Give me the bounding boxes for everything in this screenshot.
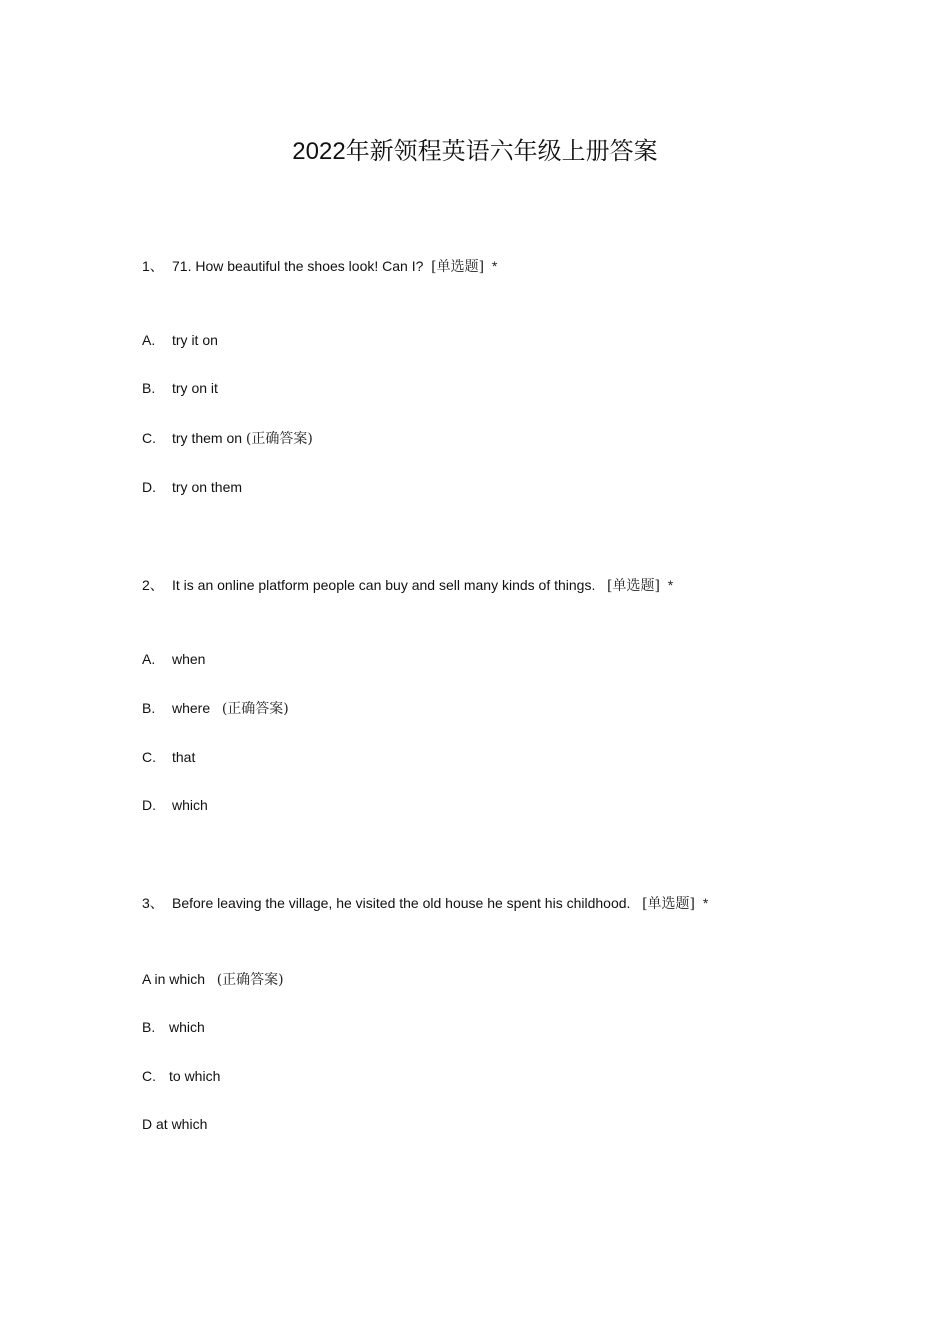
- option-text: which: [172, 797, 208, 813]
- option-3d: [142, 1114, 207, 1134]
- correct-answer-note: (正确答案): [221, 701, 289, 717]
- option-text: that: [172, 749, 196, 765]
- option-letter: C.: [142, 1068, 156, 1084]
- option-letter: D.: [142, 479, 156, 495]
- question-text: 71. How beautiful the shoes look! Can I?: [172, 258, 424, 274]
- option-letter: C.: [142, 749, 156, 765]
- option-2b: [142, 698, 289, 719]
- question-text: It is an online platform people can buy and sell many kinds of things.: [172, 577, 596, 593]
- question-number: 2、: [142, 577, 164, 593]
- option-3a: [142, 969, 284, 990]
- option-text: to which: [169, 1068, 221, 1084]
- required-mark: *: [667, 577, 674, 593]
- option-letter: B.: [142, 700, 156, 716]
- question-1: [142, 256, 497, 277]
- option-1b: [142, 378, 218, 398]
- option-1d: [142, 477, 242, 497]
- required-mark: *: [702, 895, 709, 911]
- question-number: 3、: [142, 895, 164, 911]
- option-3b: [142, 1017, 205, 1037]
- option-letter: B.: [142, 380, 156, 396]
- option-text: try it on: [172, 332, 218, 348]
- document-title: 2022年新领程英语六年级上册答案: [292, 138, 658, 165]
- option-text: try them on: [172, 430, 243, 446]
- option-letter: B.: [142, 1019, 156, 1035]
- question-2: [142, 575, 673, 596]
- question-number: 1、: [142, 258, 164, 274]
- question-type-tag: [单选题]: [607, 578, 660, 594]
- option-text: try on it: [172, 380, 218, 396]
- option-text: D at which: [142, 1116, 208, 1132]
- option-2d: [142, 795, 208, 815]
- question-type-tag: [单选题]: [642, 896, 696, 912]
- correct-answer-note: (正确答案): [245, 431, 313, 447]
- option-letter: A.: [142, 332, 156, 348]
- option-text: try on them: [172, 479, 243, 495]
- option-2a: [142, 649, 205, 669]
- option-text: when: [172, 651, 206, 667]
- question-type-tag: [单选题]: [431, 259, 485, 275]
- required-mark: *: [491, 258, 498, 274]
- option-letter: A.: [142, 651, 156, 667]
- option-1a: [142, 330, 218, 350]
- option-1c: [142, 428, 313, 449]
- option-letter: D.: [142, 797, 156, 813]
- option-3c: [142, 1066, 220, 1086]
- option-2c: [142, 747, 195, 767]
- correct-answer-note: (正确答案): [216, 972, 284, 988]
- option-text: A in which: [142, 971, 206, 987]
- question-text: Before leaving the village, he visited the old house he spent his childhood.: [172, 895, 631, 911]
- option-text: where: [172, 700, 211, 716]
- option-letter: C.: [142, 430, 156, 446]
- option-text: which: [169, 1019, 205, 1035]
- question-3: [142, 893, 708, 914]
